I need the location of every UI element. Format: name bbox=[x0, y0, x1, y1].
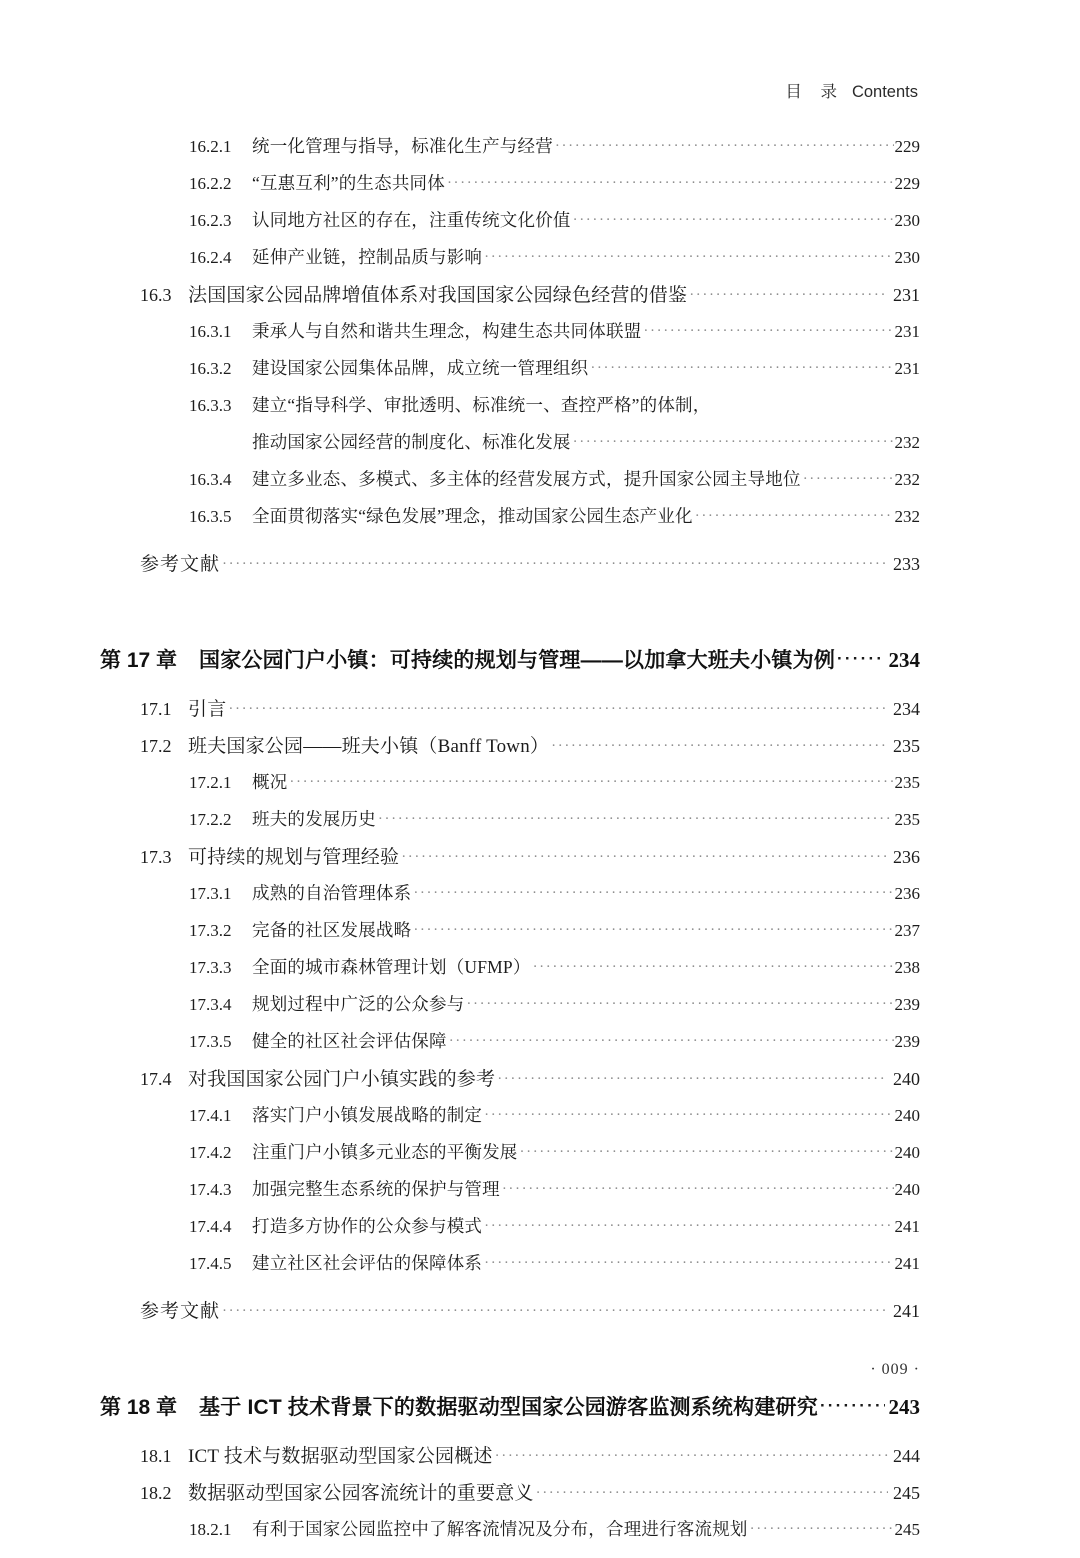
toc-subsection-entry[interactable] bbox=[0, 1181, 1080, 1218]
toc-subsection-entry[interactable] bbox=[0, 774, 1080, 811]
dot-leader bbox=[484, 1256, 893, 1271]
toc-entry-title: 班夫国家公园——班夫小镇（Banff Town） bbox=[188, 736, 550, 757]
toc-entry-title: 成熟的自治管理体系 bbox=[252, 883, 412, 903]
toc-section-entry[interactable] bbox=[0, 1070, 1080, 1107]
toc-entry-number: 17.2 bbox=[140, 736, 172, 756]
toc-entry-page-number: 245 bbox=[894, 1520, 920, 1539]
toc-entry-title: 建立社区社会评估的保障体系 bbox=[252, 1253, 483, 1273]
toc-entry-title: 引言 bbox=[188, 699, 227, 720]
toc-entry-title: 数据驱动型国家公园客流统计的重要意义 bbox=[188, 1483, 534, 1504]
dot-leader bbox=[520, 1145, 894, 1160]
dot-leader bbox=[484, 1108, 893, 1123]
toc-references-entry[interactable] bbox=[0, 1302, 1080, 1342]
toc-subsection-entry[interactable] bbox=[0, 1144, 1080, 1181]
dot-leader bbox=[695, 509, 894, 524]
toc-entry-page-number: 240 bbox=[894, 1106, 920, 1125]
running-head-cn: 目 录 bbox=[785, 83, 844, 101]
toc-entry-page-number: 239 bbox=[894, 1032, 920, 1051]
toc-subsection-entry[interactable] bbox=[0, 959, 1080, 996]
dot-leader bbox=[222, 1304, 888, 1319]
toc-entry-title: 推动国家公园经营的制度化、标准化发展 bbox=[252, 432, 571, 452]
toc-entry-title: 建立多业态、多模式、多主体的经营发展方式，提升国家公园主导地位 bbox=[252, 469, 801, 489]
toc-subsection-entry[interactable] bbox=[0, 1521, 1080, 1558]
running-head-en: Contents bbox=[851, 83, 918, 101]
toc-entry-title: 建立“指导科学、审批透明、标准统一、查控严格”的体制， bbox=[252, 395, 711, 415]
toc-entry-number: 17.4.1 bbox=[189, 1106, 232, 1125]
dot-leader bbox=[551, 739, 888, 754]
toc-entry-number: 18.1 bbox=[140, 1446, 172, 1466]
toc-entry-number: 17.3.5 bbox=[189, 1032, 232, 1051]
toc-entry-title: 全面贯彻落实“绿色发展”理念，推动国家公园生态产业化 bbox=[252, 506, 693, 526]
toc-entry-title: “互惠互利”的生态共同体 bbox=[252, 173, 445, 193]
toc-entry-number: 17.4.3 bbox=[189, 1180, 232, 1199]
toc-chapter-entry[interactable] bbox=[0, 650, 1080, 694]
toc-entry-page-number: 241 bbox=[894, 1217, 920, 1236]
toc-entry-number: 17.1 bbox=[140, 699, 172, 719]
toc-entry-page-number: 236 bbox=[894, 884, 920, 903]
toc-entry-number: 17.4 bbox=[140, 1069, 172, 1089]
toc-entry-title: 秉承人与自然和谐共生理念，构建生态共同体联盟 bbox=[252, 321, 642, 341]
toc-entry-number: 16.3.5 bbox=[189, 507, 232, 526]
toc-entry-page-number: 230 bbox=[894, 211, 920, 230]
dot-leader bbox=[484, 1219, 893, 1234]
toc-entry-title: 法国国家公园品牌增值体系对我国国家公园绿色经营的借鉴 bbox=[188, 285, 688, 306]
toc-entry-page-number: 240 bbox=[894, 1180, 920, 1199]
dot-leader bbox=[401, 850, 888, 865]
toc-entry-title: 统一化管理与指导，标准化生产与经营 bbox=[252, 136, 553, 156]
toc-section-entry[interactable] bbox=[0, 1447, 1080, 1484]
toc-entry-number: 17.3.1 bbox=[189, 884, 232, 903]
toc-entry-title: 注重门户小镇多元业态的平衡发展 bbox=[252, 1142, 518, 1162]
toc-subsection-entry[interactable] bbox=[0, 811, 1080, 848]
toc-entry-page-number: 240 bbox=[893, 1069, 920, 1089]
toc-entry-number: 17.3.3 bbox=[189, 958, 232, 977]
toc-entry-number: 17.2.2 bbox=[189, 810, 232, 829]
toc-entry-page-number: 230 bbox=[894, 248, 920, 267]
toc-entry-page-number: 229 bbox=[894, 174, 920, 193]
toc-entry-page-number: 233 bbox=[893, 554, 920, 574]
toc-entry-title: 有利于国家公园监控中了解客流情况及分布，合理进行客流规划 bbox=[252, 1519, 748, 1539]
toc-entry-page-number: 241 bbox=[893, 1301, 920, 1321]
toc-entry-page-number: 238 bbox=[894, 958, 920, 977]
dot-leader bbox=[689, 288, 888, 303]
toc-section-entry[interactable] bbox=[0, 1484, 1080, 1521]
dot-leader bbox=[497, 1072, 888, 1087]
dot-leader bbox=[289, 775, 893, 790]
dot-leader bbox=[820, 1397, 885, 1414]
toc-subsection-entry[interactable] bbox=[0, 508, 1080, 545]
toc-entry-page-number: 234 bbox=[893, 699, 920, 719]
toc-entry-title: 可持续的规划与管理经验 bbox=[188, 847, 400, 868]
toc-entry-number: 17.3.2 bbox=[189, 921, 232, 940]
toc-entry-number: 16.2.2 bbox=[189, 174, 232, 193]
toc-subsection-entry[interactable] bbox=[0, 323, 1080, 360]
toc-entry-page-number: 237 bbox=[894, 921, 920, 940]
toc-subsection-entry[interactable] bbox=[0, 212, 1080, 249]
dot-leader bbox=[573, 213, 894, 228]
toc-chapter-entry[interactable] bbox=[0, 1397, 1080, 1441]
dot-leader bbox=[228, 702, 888, 717]
toc-entry-number: 16.3 bbox=[140, 285, 172, 305]
toc-subsection-entry[interactable] bbox=[0, 1107, 1080, 1144]
toc-subsection-entry[interactable] bbox=[0, 471, 1080, 508]
toc-entry-number: 17.3.4 bbox=[189, 995, 232, 1014]
dot-leader bbox=[466, 997, 893, 1012]
toc-subsection-entry[interactable] bbox=[0, 360, 1080, 397]
dot-leader bbox=[378, 812, 894, 827]
toc-entry-title: 国家公园门户小镇：可持续的规划与管理——以加拿大班夫小镇为例 bbox=[199, 649, 836, 672]
toc-references-entry[interactable] bbox=[0, 555, 1080, 595]
toc-entry-page-number: 229 bbox=[894, 137, 920, 156]
toc-entry-number: 17.4.4 bbox=[189, 1217, 232, 1236]
toc-subsection-entry[interactable] bbox=[0, 996, 1080, 1033]
toc-entry-title: 健全的社区社会评估保障 bbox=[252, 1031, 447, 1051]
toc-entry-number: 17.2.1 bbox=[189, 773, 232, 792]
toc-entry-page-number: 241 bbox=[894, 1254, 920, 1273]
toc-section-entry[interactable] bbox=[0, 848, 1080, 885]
toc-entry-number: 16.2.1 bbox=[189, 137, 232, 156]
toc-entry-page-number: 235 bbox=[894, 810, 920, 829]
toc-section-entry[interactable] bbox=[0, 737, 1080, 774]
toc-entry-title: 概况 bbox=[252, 772, 288, 792]
toc-entry-number: 第 17 章 bbox=[100, 649, 178, 672]
toc-entry-page-number: 243 bbox=[888, 1395, 920, 1419]
toc-entry-title: ICT 技术与数据驱动型国家公园概述 bbox=[188, 1446, 493, 1467]
footer-page-number: · 009 · bbox=[870, 1361, 920, 1378]
toc-entry-number: 第 18 章 bbox=[100, 1396, 178, 1419]
toc-entry-page-number: 231 bbox=[894, 359, 920, 378]
dot-leader bbox=[590, 361, 893, 376]
dot-leader bbox=[484, 250, 893, 265]
toc-entry-number: 16.2.3 bbox=[189, 211, 232, 230]
toc-entry-number: 16.3.1 bbox=[189, 322, 232, 341]
toc-subsection-entry[interactable] bbox=[0, 249, 1080, 286]
dot-leader bbox=[222, 557, 888, 572]
toc-entry-page-number: 235 bbox=[893, 736, 920, 756]
toc-entry-page-number: 234 bbox=[888, 648, 920, 672]
toc-entry-title: 打造多方协作的公众参与模式 bbox=[252, 1216, 483, 1236]
toc-entry-page-number: 235 bbox=[894, 773, 920, 792]
dot-leader bbox=[750, 1522, 894, 1537]
toc-subsection-entry[interactable] bbox=[0, 922, 1080, 959]
toc-entry-title: 对我国国家公园门户小镇实践的参考 bbox=[188, 1069, 496, 1090]
dot-leader bbox=[837, 650, 884, 667]
toc-entry-number: 17.3 bbox=[140, 847, 172, 867]
toc-entry-title: 全面的城市森林管理计划（UFMP） bbox=[252, 957, 531, 977]
dot-leader bbox=[536, 1486, 888, 1501]
toc-entry-title: 加强完整生态系统的保护与管理 bbox=[252, 1179, 500, 1199]
dot-leader bbox=[502, 1182, 894, 1197]
toc-entry-title: 延伸产业链，控制品质与影响 bbox=[252, 247, 483, 267]
toc-entry-title: 班夫的发展历史 bbox=[252, 809, 376, 829]
toc-entry-number: 18.2 bbox=[140, 1483, 172, 1503]
toc-entry-title: 建设国家公园集体品牌，成立统一管理组织 bbox=[252, 358, 589, 378]
toc-entry-page-number: 232 bbox=[894, 433, 920, 452]
toc-entry-number: 16.3.2 bbox=[189, 359, 232, 378]
toc-subsection-entry[interactable] bbox=[0, 885, 1080, 922]
toc-entry-title: 基于 ICT 技术背景下的数据驱动型国家公园游客监测系统构建研究 bbox=[199, 1396, 818, 1419]
toc-entry-number: 17.4.2 bbox=[189, 1143, 232, 1162]
toc-entry-page-number: 244 bbox=[893, 1446, 920, 1466]
toc-entry-page-number: 245 bbox=[893, 1483, 920, 1503]
toc-subsection-entry[interactable] bbox=[0, 1218, 1080, 1255]
toc-entry-page-number: 231 bbox=[893, 285, 920, 305]
toc-entry-page-number: 240 bbox=[894, 1143, 920, 1162]
dot-leader bbox=[447, 176, 894, 191]
toc-entry-page-number: 239 bbox=[894, 995, 920, 1014]
dot-leader bbox=[643, 324, 893, 339]
toc-entry-title: 完备的社区发展战略 bbox=[252, 920, 412, 940]
toc-entry-number: 17.4.5 bbox=[189, 1254, 232, 1273]
toc-entry-page-number: 232 bbox=[894, 507, 920, 526]
toc-subsection-entry[interactable] bbox=[0, 138, 1080, 175]
dot-leader bbox=[449, 1034, 894, 1049]
toc-entry-number: 16.2.4 bbox=[189, 248, 232, 267]
toc-entry-page-number: 236 bbox=[893, 847, 920, 867]
toc-subsection-entry[interactable] bbox=[0, 1255, 1080, 1292]
toc-entry-number: 16.3.3 bbox=[189, 396, 232, 415]
toc-subsection-entry[interactable] bbox=[0, 1033, 1080, 1070]
toc-section-entry[interactable] bbox=[0, 286, 1080, 323]
dot-leader bbox=[555, 139, 894, 154]
toc-entry-title: 落实门户小镇发展战略的制定 bbox=[252, 1105, 483, 1125]
toc-entry-page-number: 232 bbox=[894, 470, 920, 489]
running-head bbox=[785, 78, 918, 102]
toc-subsection-entry[interactable] bbox=[0, 397, 1080, 434]
toc-entry-number: 18.2.1 bbox=[189, 1520, 232, 1539]
toc-entry-title: 规划过程中广泛的公众参与 bbox=[252, 994, 465, 1014]
toc-subsection-entry[interactable] bbox=[0, 434, 1080, 471]
toc-entry-title: 认同地方社区的存在，注重传统文化价值 bbox=[252, 210, 571, 230]
toc-entry-title: 参考文献 bbox=[140, 1301, 221, 1322]
dot-leader bbox=[533, 960, 894, 975]
dot-leader bbox=[495, 1449, 888, 1464]
toc-entry-page-number: 231 bbox=[894, 322, 920, 341]
toc-entry-number: 16.3.4 bbox=[189, 470, 232, 489]
toc-section-entry[interactable] bbox=[0, 700, 1080, 737]
spacer bbox=[0, 595, 1080, 650]
dot-leader bbox=[803, 472, 894, 487]
dot-leader bbox=[573, 435, 894, 450]
toc-list bbox=[0, 138, 1080, 1558]
dot-leader bbox=[413, 886, 893, 901]
toc-subsection-entry[interactable] bbox=[0, 175, 1080, 212]
toc-entry-title: 参考文献 bbox=[140, 554, 221, 575]
dot-leader bbox=[413, 923, 893, 938]
